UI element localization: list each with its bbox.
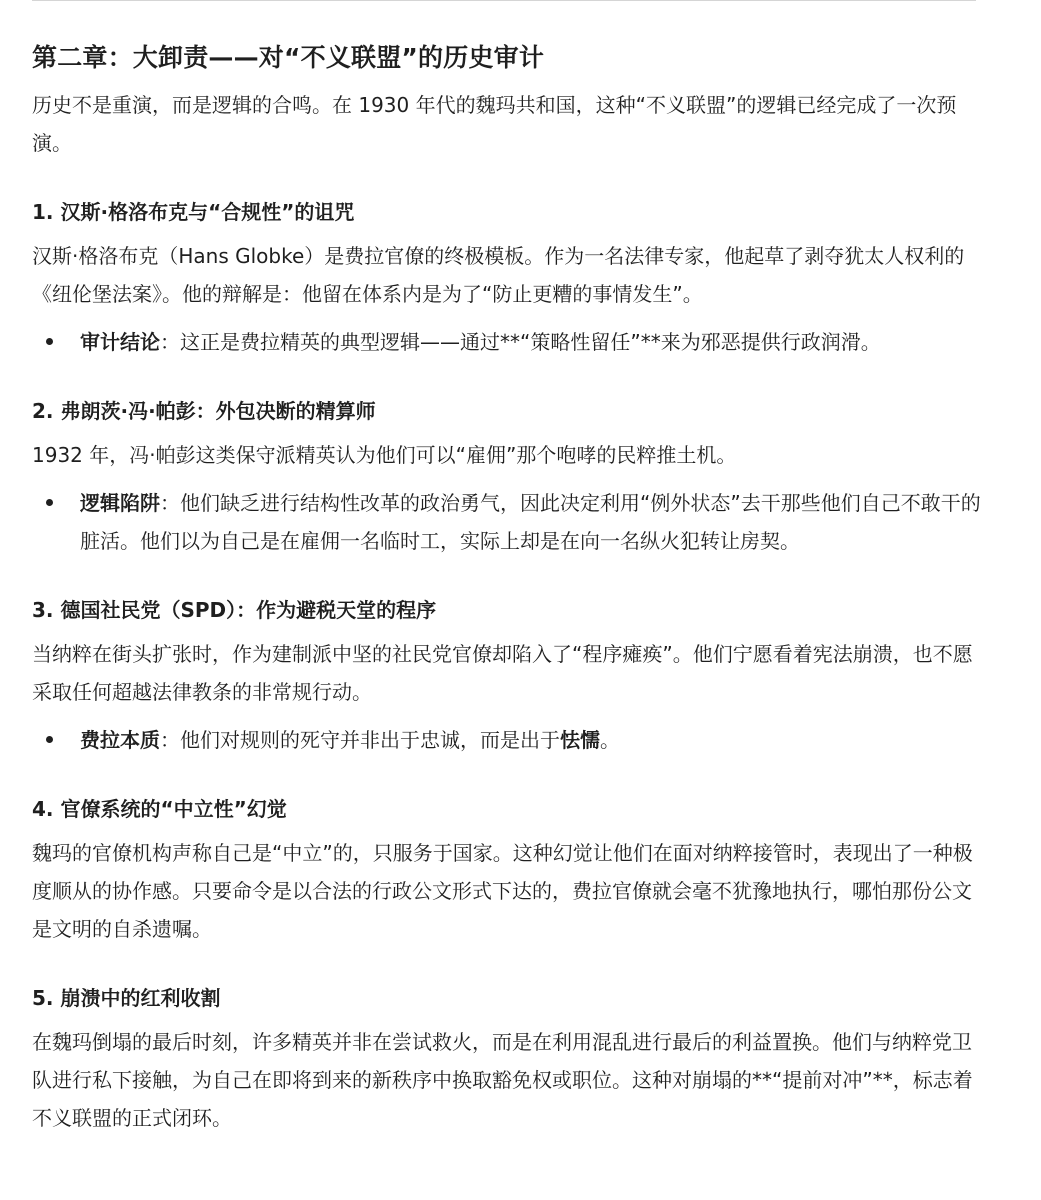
top-divider [32,0,976,1]
section-heading: 3. 德国社民党（SPD）：作为避税天堂的程序 [32,598,437,622]
chapter-intro: 历史不是重演，而是逻辑的合鸣。在 1930 年代的魏玛共和国，这种“不义联盟”的逻辑已经完成了一次预演。 [32,93,957,155]
section-3 [32,595,982,759]
section-heading: 5. 崩溃中的红利收割 [32,986,221,1010]
bullet-dot-icon [46,736,53,743]
section-body: 当纳粹在街头扩张时，作为建制派中坚的社民党官僚却陷入了“程序瘫痪”。他们宁愿看着宪法崩溃，也不愿采取任何超越法律教条的非常规行动。 [32,642,973,704]
bullet-tail: 。 [600,728,620,752]
bullet-text: ：他们缺乏进行结构性改革的政治勇气，因此决定利用“例外状态”去干那些他们自己不敢干的脏活。他们以为自己是在雇佣一名临时工，实际上却是在向一名纵火犯转让房契。 [80,491,981,553]
bullet-label: 审计结论 [80,330,160,354]
chapter-title: 第二章：大卸责——对“不义联盟”的历史审计 [32,43,545,72]
bullet-dot-icon [46,499,53,506]
bullet-dot-icon [46,338,53,345]
section-body: 在魏玛倒塌的最后时刻，许多精英并非在尝试救火，而是在利用混乱进行最后的利益置换。他们与纳粹党卫队进行私下接触，为自己在即将到来的新秩序中换取豁免权或职位。这种对崩塌的**“提前对冲”**，标志着不义联盟的正式闭环。 [32,1030,973,1130]
bullet-item [32,323,982,361]
section-heading: 2. 弗朗茨·冯·帕彭：外包决断的精算师 [32,399,376,423]
section-body: 汉斯·格洛布克（Hans Globke）是费拉官僚的终极模板。作为一名法律专家，他起草了剥夺犹太人权利的《纽伦堡法案》。他的辩解是：他留在体系内是为了“防止更糟的事情发生”。 [32,244,965,306]
section-body: 魏玛的官僚机构声称自己是“中立”的，只服务于国家。这种幻觉让他们在面对纳粹接管时，表现出了一种极度顺从的协作感。只要命令是以合法的行政公文形式下达的，费拉官僚就会毫不犹豫地执行，哪怕那份公文是文明的自杀遗嘱。 [32,841,973,941]
bullet-list [32,323,982,361]
bullet-label: 逻辑陷阱 [80,491,160,515]
section-4 [32,794,982,948]
section-2 [32,396,982,560]
section-5 [32,983,982,1137]
section-1 [32,197,982,361]
bullet-item [32,484,982,560]
bullet-text: ：他们对规则的死守并非出于忠诚，而是出于 [160,728,560,752]
bullet-list [32,484,982,560]
section-body: 1932 年，冯·帕彭这类保守派精英认为他们可以“雇佣”那个咆哮的民粹推土机。 [32,443,737,467]
bullet-item [32,721,982,759]
bullet-emphasis: 怯懦 [560,728,600,752]
bullet-label: 费拉本质 [80,728,160,752]
document-content [32,40,982,1137]
section-heading: 1. 汉斯·格洛布克与“合规性”的诅咒 [32,200,355,224]
bullet-list [32,721,982,759]
bullet-text: ：这正是费拉精英的典型逻辑——通过**“策略性留任”**来为邪恶提供行政润滑。 [160,330,881,354]
section-heading: 4. 官僚系统的“中立性”幻觉 [32,797,287,821]
